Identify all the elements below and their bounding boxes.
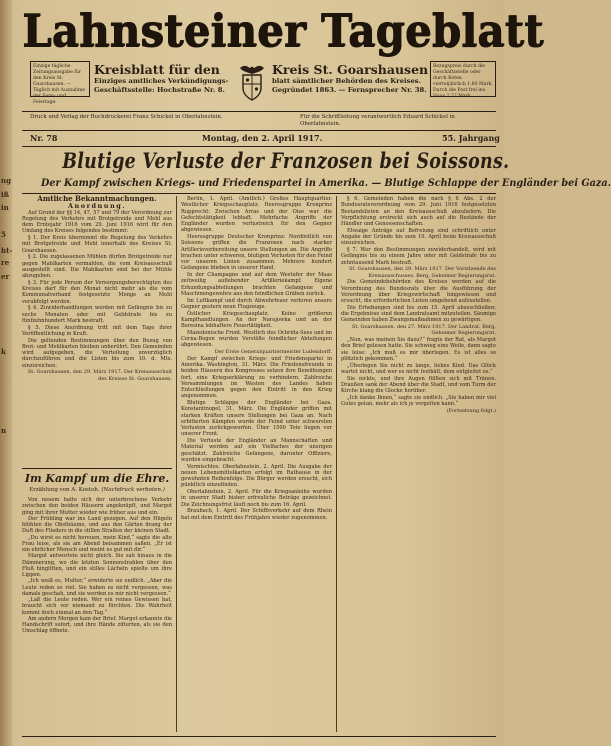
war-news-column [181, 196, 332, 732]
paragraph: Blutige Schlappe der Engländer bei Gaza. Konstantinopel, 31. März. Die Engländer griffen mit starken Kräften unsere Stellungen bei Gaza an. Nach erbitterten Kämpfen wurde der Feind unter schwersten Verlusten zurückgeworfen. Über 1500 Tote liegen vor unserer Front. [181, 400, 332, 438]
coat-of-arms-icon [234, 62, 270, 102]
feuilleton-text [22, 497, 172, 733]
paragraph: Vermischtes. Oberlahnstein, 2. April. Die Ausgabe der neuen Lebensmittelkarten erfolgt im Rathause in der gewohnten Reihenfolge. Die Bürger werden ersucht, sich pünktlich einzufinden. [181, 463, 332, 489]
paragraph: § 3. Für jede Person der Versorgungsberechtigten des Kreises darf für den Monat nicht mehr als die vom Kommunalverband festgesetzte Menge an Mehl verabfolgt werden. [22, 279, 172, 305]
paragraph: „Überlegen Sie nicht zu lange, liebes Kind. Das Glück wartet nicht, und wer es nicht festhält, dem entgleitet es.“ [341, 362, 496, 375]
edge-fragment: n [1, 426, 7, 435]
paragraph: „Ich danke Ihnen,“ sagte sie endlich. „Sie haben mir viel Gutes getan, mehr als ich je vergelten kann.“ [341, 394, 496, 407]
paragraph: Östlicher Kriegsschauplatz. Keine größeren Kampfhandlungen. An der Narajowka und an der Beresina lebhaftere Feuertätigkeit. [181, 310, 332, 329]
announcement-title: Anordnung. [67, 201, 127, 210]
adjacent-page-edge [0, 0, 12, 746]
paragraph: Etwaige Anträge auf Befreiung sind schriftlich unter Angabe der Gründe bis zum 10. April beim Kreisausschuß einzureichen. [341, 227, 496, 247]
divider [22, 111, 496, 112]
line2-right: blatt sämtlicher Behörden des Kreises. [272, 77, 421, 85]
reprint-note: (Nachdruck verboten.) [101, 487, 165, 493]
paragraph: Braubach, 1. April. Der Schiffsverkehr auf dem Rhein hat mit dem Eintritt des Frühjahrs wieder zugenommen. [181, 508, 332, 521]
paragraph: § 4. Zuwiderhandlungen werden mit Gefängnis bis zu sechs Monaten oder mit Geldstrafe bis zu fünfzehnhundert Mark bestraft. [22, 305, 172, 324]
paragraph: Der Frühling war ins Land gezogen. Auf den Hügeln blühten die Obstbäume, und aus den Gärten drang der Duft des Flieders in die stillen Straßen der kleinen Stadt. [22, 515, 172, 535]
paragraph: „Laß die Leute reden. Wer ein reines Gewissen hat, braucht sich vor niemand zu fürchten. Die Wahrheit kommt doch einmal an den Tag.“ [22, 597, 172, 616]
paragraph: Die Gemeindebehörden des Kreises werden auf die Verordnung des Bundesrats über die Ausführung der Verordnung über Kriegswirtschaft hingewiesen und ersucht, die erforderlichen Listen umgehend aufzustellen. [341, 279, 496, 304]
author: Erzählung von A. Kostoh. [29, 487, 100, 493]
paragraph: Die geltenden Bestimmungen über den Bezug von Brot- und Mehlkarten bleiben unberührt. Den Gemeinden wird aufgegeben, die Verteilung unverzüglich durchzuführen und die Listen bis zum 10. d. Mts. einzureichen. [22, 337, 172, 369]
issue-bar [22, 132, 500, 146]
paragraph: Der Kampf zwischen Kriegs- und Friedenspartei in Amerika. Washington, 31. März. Die Friedensfreunde in beiden Häusern des Kongresses setzen ihre Bemühungen fort, eine Kriegserklärung zu verhindern. Zahlreiche Versammlungen im Westen des Landes haben Entschließungen gegen den Eintritt in den Krieg angenommen. [181, 355, 332, 400]
paragraph: „Du wirst es nicht bereuen, mein Kind,“ sagte die alte Frau leise, als sie am Abend beisammen saßen. „Er ist ein ehrlicher Mensch und meint es gut mit dir.“ [22, 534, 172, 553]
official-announcements [22, 196, 172, 466]
edge-fragment: ng [1, 176, 11, 185]
edge-fragment: k [1, 347, 6, 356]
edge-fragment: in [1, 203, 9, 212]
paragraph: Berlin, 1. April. (Amtlich.) Großes Hauptquartier. Westlicher Kriegsschauplatz. Heeresgruppe Kronprinz Rupprecht: Zwischen Arras und der Oise war die Gefechtstätigkeit lebhaft. Mehrfache Angriffe der Engländer wurden verlustreich für den Gegner abgewiesen. [181, 196, 332, 234]
paragraph: Die Verluste der Engländer an Mannschaften und Material werden auf ein Vielfaches der unsrigen geschätzt. Zahlreiche Gefangene, darunter Offiziere, wurden eingebracht. [181, 438, 332, 463]
divider [22, 736, 496, 737]
signature: St. Goarshausen, den 27. März 1917. Der Landrat. Berg, Geheimer Regierungsrat. [351, 324, 496, 337]
paragraph: In der Champagne und auf dem Westufer der Maas zeitweilig auflebender Artilleriekampf. Eigene Erkundungsabteilungen brachten Gefangene und Maschinengewehre aus den feindlichen Gräben zurück. [181, 272, 332, 297]
continued-note: (Fortsetzung folgt.) [446, 407, 496, 414]
press-left: Druck und Verlag der Buchdruckerei Franz Schickel in Oberlahnstein. [30, 114, 223, 120]
line2-left: Einziges amtliches Verkündigungs- [94, 77, 229, 85]
issue-number: Nr. 78 [30, 133, 58, 143]
paragraph: Mazedonische Front. Westlich des Ochrida-Sees und im Cerna-Bogen wurden Vorstöße feindlicher Abteilungen abgewiesen. [181, 329, 332, 349]
paragraph: § 7. Wer den Bestimmungen zuwiderhandelt, wird mit Gefängnis bis zu einem Jahre oder mit Geldstrafe bis zu zehntausend Mark bestraft. [341, 247, 496, 266]
feuilleton-author [22, 487, 172, 493]
paragraph: Heeresgruppe Deutscher Kronprinz: Nordöstlich von Soissons griffen die Franzosen nach starker Artillerievorbereitung unsere Stellungen an. Die Angriffe brachen unter schweren, blutigen Verlusten für den Feind vor unseren Linien zusammen. Mehrere hundert Gefangene blieben in unserer Hand. [181, 234, 332, 272]
edge-fragment: 5 [1, 230, 6, 239]
edge-fragment: er [1, 272, 10, 281]
press-right: Für die Schriftleitung verantwortlich Eduard Schickel in Oberlahnstein. [300, 114, 455, 127]
main-headline: Blutige Verluste der Franzosen bei Soissons. [62, 148, 510, 173]
paragraph: Am andern Morgen kam der Brief. Margot erkannte die Handschrift sofort, und ihre Hände zitterten, als sie den Umschlag öffnete. [22, 615, 173, 635]
subtitle-right-block [272, 63, 428, 95]
paragraph: „Ich weiß es, Mutter,“ erwiderte sie endlich. „Aber die Leute reden so viel. Sie haben es nicht vergessen, was damals geschah, und sie werden es mir nicht vergessen.“ [22, 578, 172, 597]
paragraph: Auf Grund der §§ 14, 47, 57 und 79 der Verordnung zur Regelung des Verkehrs mit Brotgetreide und Mehl aus dem Erntejahr 1916 vom 29. Juni 1916 wird für den Umfang des Kreises folgendes bestimmt: [22, 209, 172, 235]
divider [22, 146, 496, 147]
paragraph: § 5. Diese Anordnung tritt mit dem Tage ihrer Veröffentlichung in Kraft. [22, 324, 172, 337]
edge-fragment: iß [1, 190, 9, 199]
issue-date: Montag, den 2. April 1917. [202, 133, 323, 143]
paragraph: Von neuem hatte sich der unterbrochene Verkehr zwischen den beiden Häusern angeknüpft, und Margot ging mit ihrer Mutter wieder wie früher aus und ein. [22, 497, 172, 516]
feuilleton-title: Im Kampf um die Ehre. [24, 472, 170, 485]
divider [22, 468, 172, 469]
paragraph: Die Erhebungen sind bis zum 15. April abzuschließen; die Ergebnisse sind dem Landratsamt mitzuteilen. Säumige Gemeinden haben Zwangsmaßnahmen zu gewärtigen. [341, 304, 496, 324]
masthead [22, 4, 544, 57]
paragraph: Oberlahnstein, 2. April. Für die Kriegsanleihe wurden in unserer Stadt bisher erfreuliche Beträge gezeichnet. Die Zeichnungsfrist läuft noch bis zum 16. April. [181, 489, 332, 508]
paragraph: § 2. Die zugelassenen Mühlen dürfen Brotgetreide nur gegen Mahlkarten vermahlen, die vom Kreisausschuß ausgestellt sind. Die Mahlkarten sind bei der Mühle abzugeben. [22, 254, 172, 279]
paragraph: Margot antwortete nicht gleich. Sie sah hinaus in die Dämmerung, wo die letzten Sonnenstrahlen über den Fluß hinglitten, und ein stilles Lächeln spielte um ihre Lippen. [22, 553, 172, 578]
price-box-right: Bezugspreis durch die Geschäftsstelle oder durch Boten vierteljährlich 1.80 Mark. Durch die Post frei ins Haus 2.22 Mark. [430, 61, 496, 97]
paragraph: Im Luftkampf und durch Abwehrfeuer verloren unsere Gegner gestern neun Flugzeuge. [181, 297, 332, 310]
divider [22, 130, 496, 131]
signature: Der Erste Generalquartiermeister Ludendorff. [214, 349, 332, 355]
paragraph: § 6. Gemeinden haben die nach § 6 Abs. 2 der Bundesratsverordnung vom 29. Juni 1916 festgesetzten Bestandslisten an den Kreisausschuß abzuliefern. Die Verpflichtung erstreckt sich auch auf die Bestände der Händler und Genossenschaften. [341, 196, 496, 227]
signature: St. Goarshausen, den 29. März 1917. Der Vorsitzende des Kreisausschusses. Berg, Geheimer Regierungsrat. [349, 266, 496, 279]
line3-left: Geschäftsstelle: Hochstraße Nr. 8. [94, 86, 225, 94]
line3-right: Gegründet 1863. — Fernsprecher Nr. 38. [272, 86, 427, 94]
regulations-column [341, 196, 496, 732]
newspaper-title: Lahnsteiner Tageblatt [22, 4, 544, 57]
paragraph: „Nun, was meinen Sie dazu?“ fragte der Rat, als Margot den Brief gelesen hatte. Sie schwieg eine Weile, dann sagte sie leise: „Ich muß es mir überlegen. Es ist alles so plötzlich gekommen.“ [341, 337, 496, 362]
column-separator [336, 196, 337, 732]
sub-headline: Der Kampf zwischen Kriegs- und Friedenspartei in Amerika. — Blutige Schlappe der Engländer bei Gaza. [40, 177, 611, 189]
edge-fragment: re [1, 258, 10, 267]
edge-fragment: ht- [1, 246, 13, 255]
paragraph: Sie nickte, und ihre Augen füllten sich mit Tränen. Draußen sank der Abend über die Stadt, und vom Turm der Kirche klang die Glocke herüber. [341, 375, 496, 394]
signature: St. Goarshausen, den 29. März 1917. Der Kreisausschuß des Kreises St. Goarshausen. [27, 369, 172, 382]
issue-volume: 55. Jahrgang [442, 133, 500, 143]
column-separator [176, 196, 177, 732]
paragraph: § 1. Der Kreis übernimmt die Regelung des Verkehrs mit Brotgetreide und Mehl innerhalb des Kreises St. Goarshausen. [22, 235, 172, 254]
subtitle-left-block [94, 63, 234, 95]
subtitle-right: Kreis St. Goarshausen [272, 62, 429, 77]
info-box-left: Einzige tägliche Zeitungsausgabe für den Kreis St. Goarshausen. — Täglich mit Ausnahme der Sonn- und Feiertage. [30, 61, 90, 97]
section-heading: Amtliche Bekanntmachungen. [37, 194, 157, 203]
subtitle-left: Kreisblatt für den [94, 62, 220, 77]
